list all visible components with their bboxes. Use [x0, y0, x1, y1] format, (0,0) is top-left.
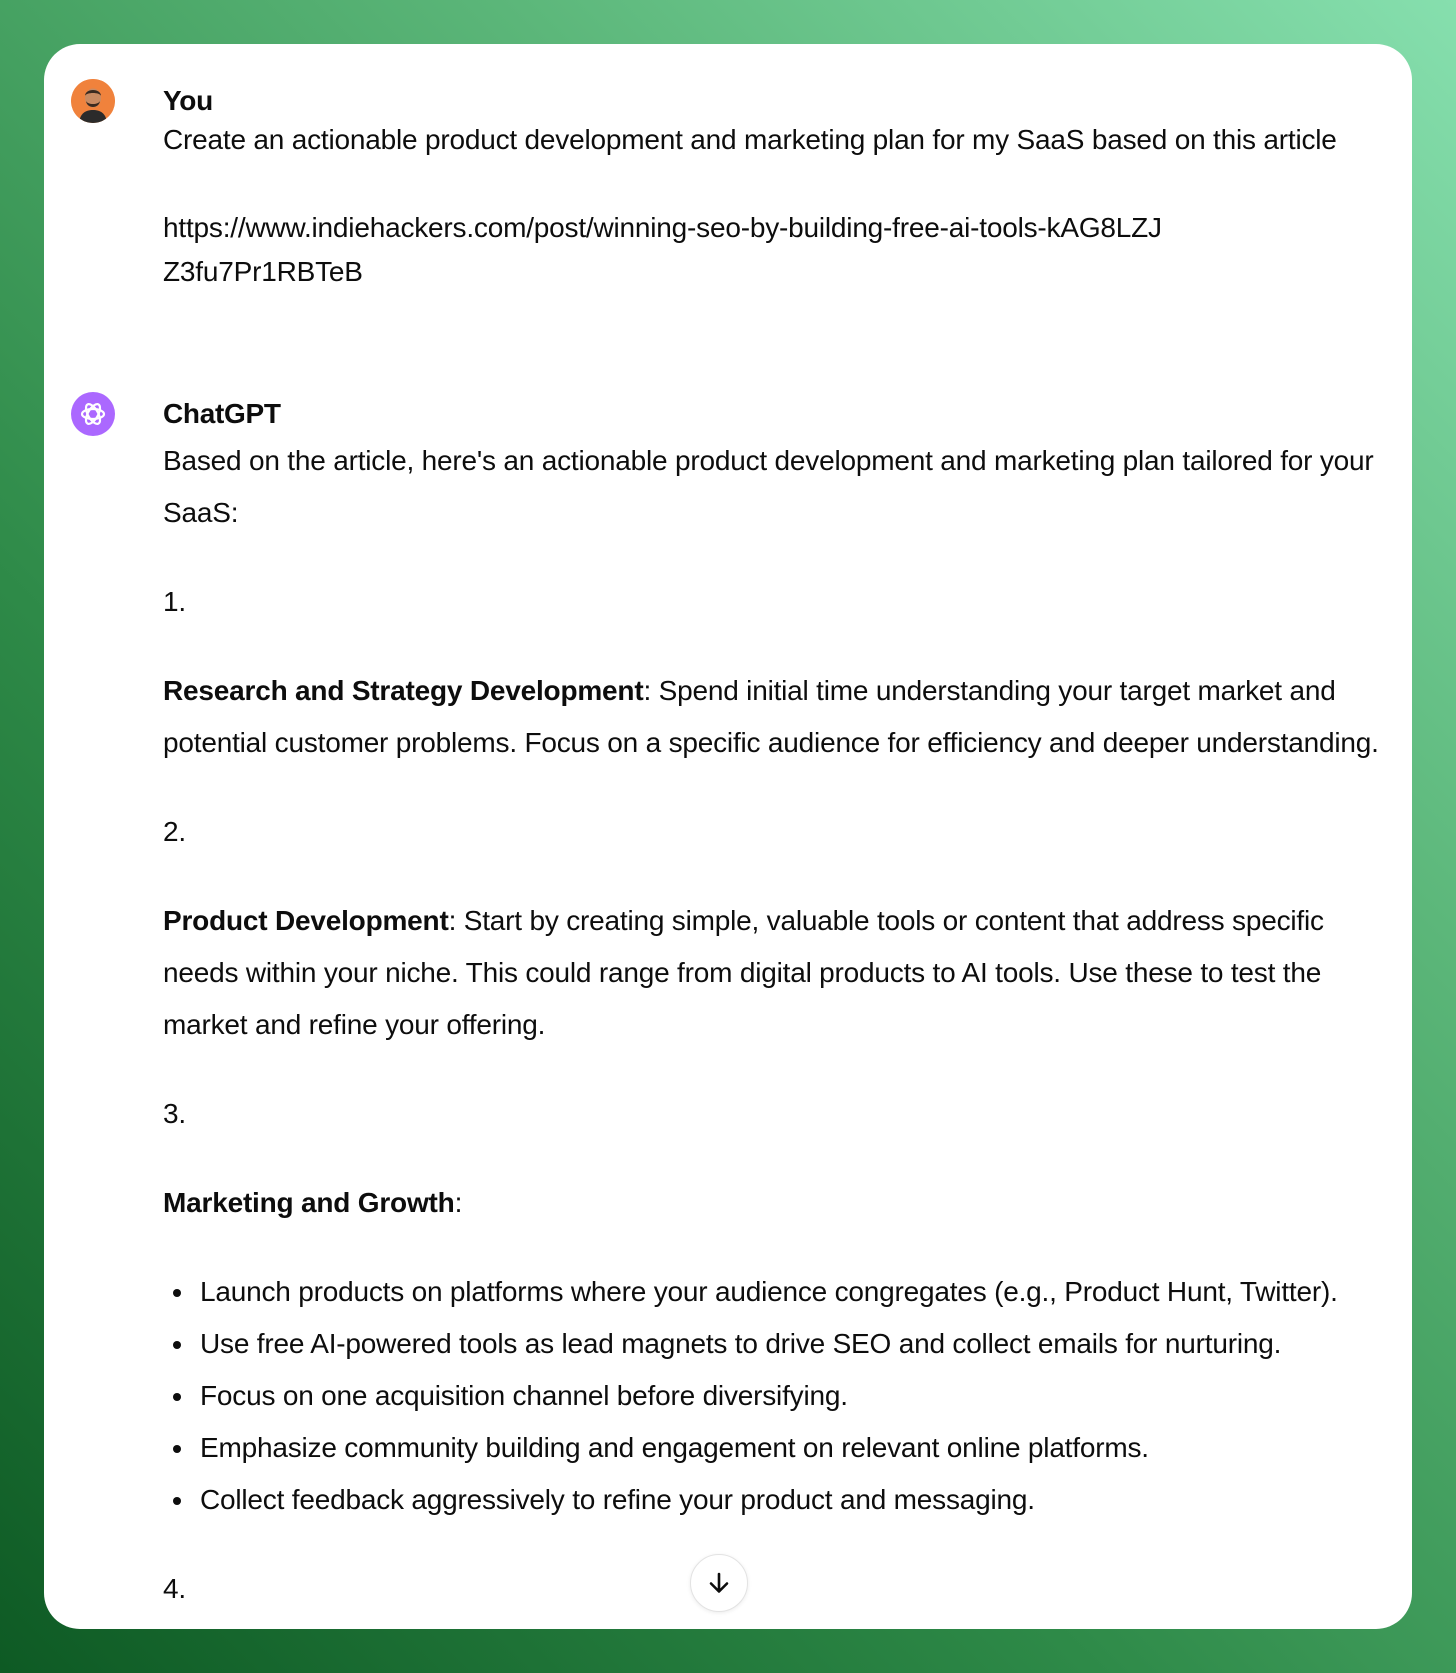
section-text: : Start by creating simple, valuable tools or content that address specific needs within your niche. This could range from digital products to AI tools. Use these to test the market and refine your offering. [163, 905, 1324, 1040]
assistant-avatar [71, 392, 115, 436]
section-paragraph [163, 665, 1392, 769]
assistant-intro: Based on the article, here's an actionable product development and marketing plan tailored for your SaaS: [163, 445, 1374, 528]
section-title: Marketing and Growth [163, 1187, 455, 1218]
assistant-message-body [163, 435, 1392, 1615]
assistant-message [71, 391, 1392, 1629]
user-message-body [163, 118, 1392, 294]
section-text: : Spend initial time understanding your target market and potential customer problems. Focus on a specific audience for efficiency and deeper understanding. [163, 675, 1379, 758]
user-message-text: Create an actionable product development and marketing plan for my SaaS based on this article [163, 124, 1337, 155]
section-number: 2. [163, 816, 186, 847]
user-name: You [163, 85, 213, 116]
list-item: Collect feedback aggressively to refine your product and messaging. [200, 1474, 1392, 1526]
section-number: 1. [163, 586, 186, 617]
chat-window [44, 44, 1412, 1629]
openai-logo-icon [78, 399, 108, 429]
list-item: Emphasize community building and engagement on relevant online platforms. [200, 1422, 1392, 1474]
assistant-name: ChatGPT [163, 398, 281, 429]
section-paragraph [163, 1177, 1392, 1229]
user-message [71, 78, 1392, 294]
section-number: 3. [163, 1098, 186, 1129]
scroll-to-bottom-button[interactable] [690, 1554, 748, 1612]
assistant-message-header [71, 391, 1392, 437]
section-text: : [454, 1187, 463, 1218]
person-icon [71, 79, 115, 123]
user-avatar [71, 79, 115, 123]
list-item: Launch products on platforms where your audience congregates (e.g., Product Hunt, Twitter). [200, 1266, 1392, 1318]
list-item: Focus on one acquisition channel before diversifying. [200, 1370, 1392, 1422]
arrow-down-icon [706, 1570, 732, 1596]
user-message-link[interactable]: https://www.indiehackers.com/post/winning-seo-by-building-free-ai-tools-kAG8LZJZ3fu7Pr1RBTeB [163, 212, 1162, 287]
list-item: Use free AI-powered tools as lead magnets to drive SEO and collect emails for nurturing. [200, 1318, 1392, 1370]
section-title: Research and Strategy Development [163, 675, 644, 706]
bullet-list [163, 1266, 1392, 1526]
section-paragraph [163, 895, 1392, 1051]
section-number: 4. [163, 1573, 186, 1604]
spacer [163, 1526, 1392, 1563]
section-title: Product Development [163, 905, 449, 936]
